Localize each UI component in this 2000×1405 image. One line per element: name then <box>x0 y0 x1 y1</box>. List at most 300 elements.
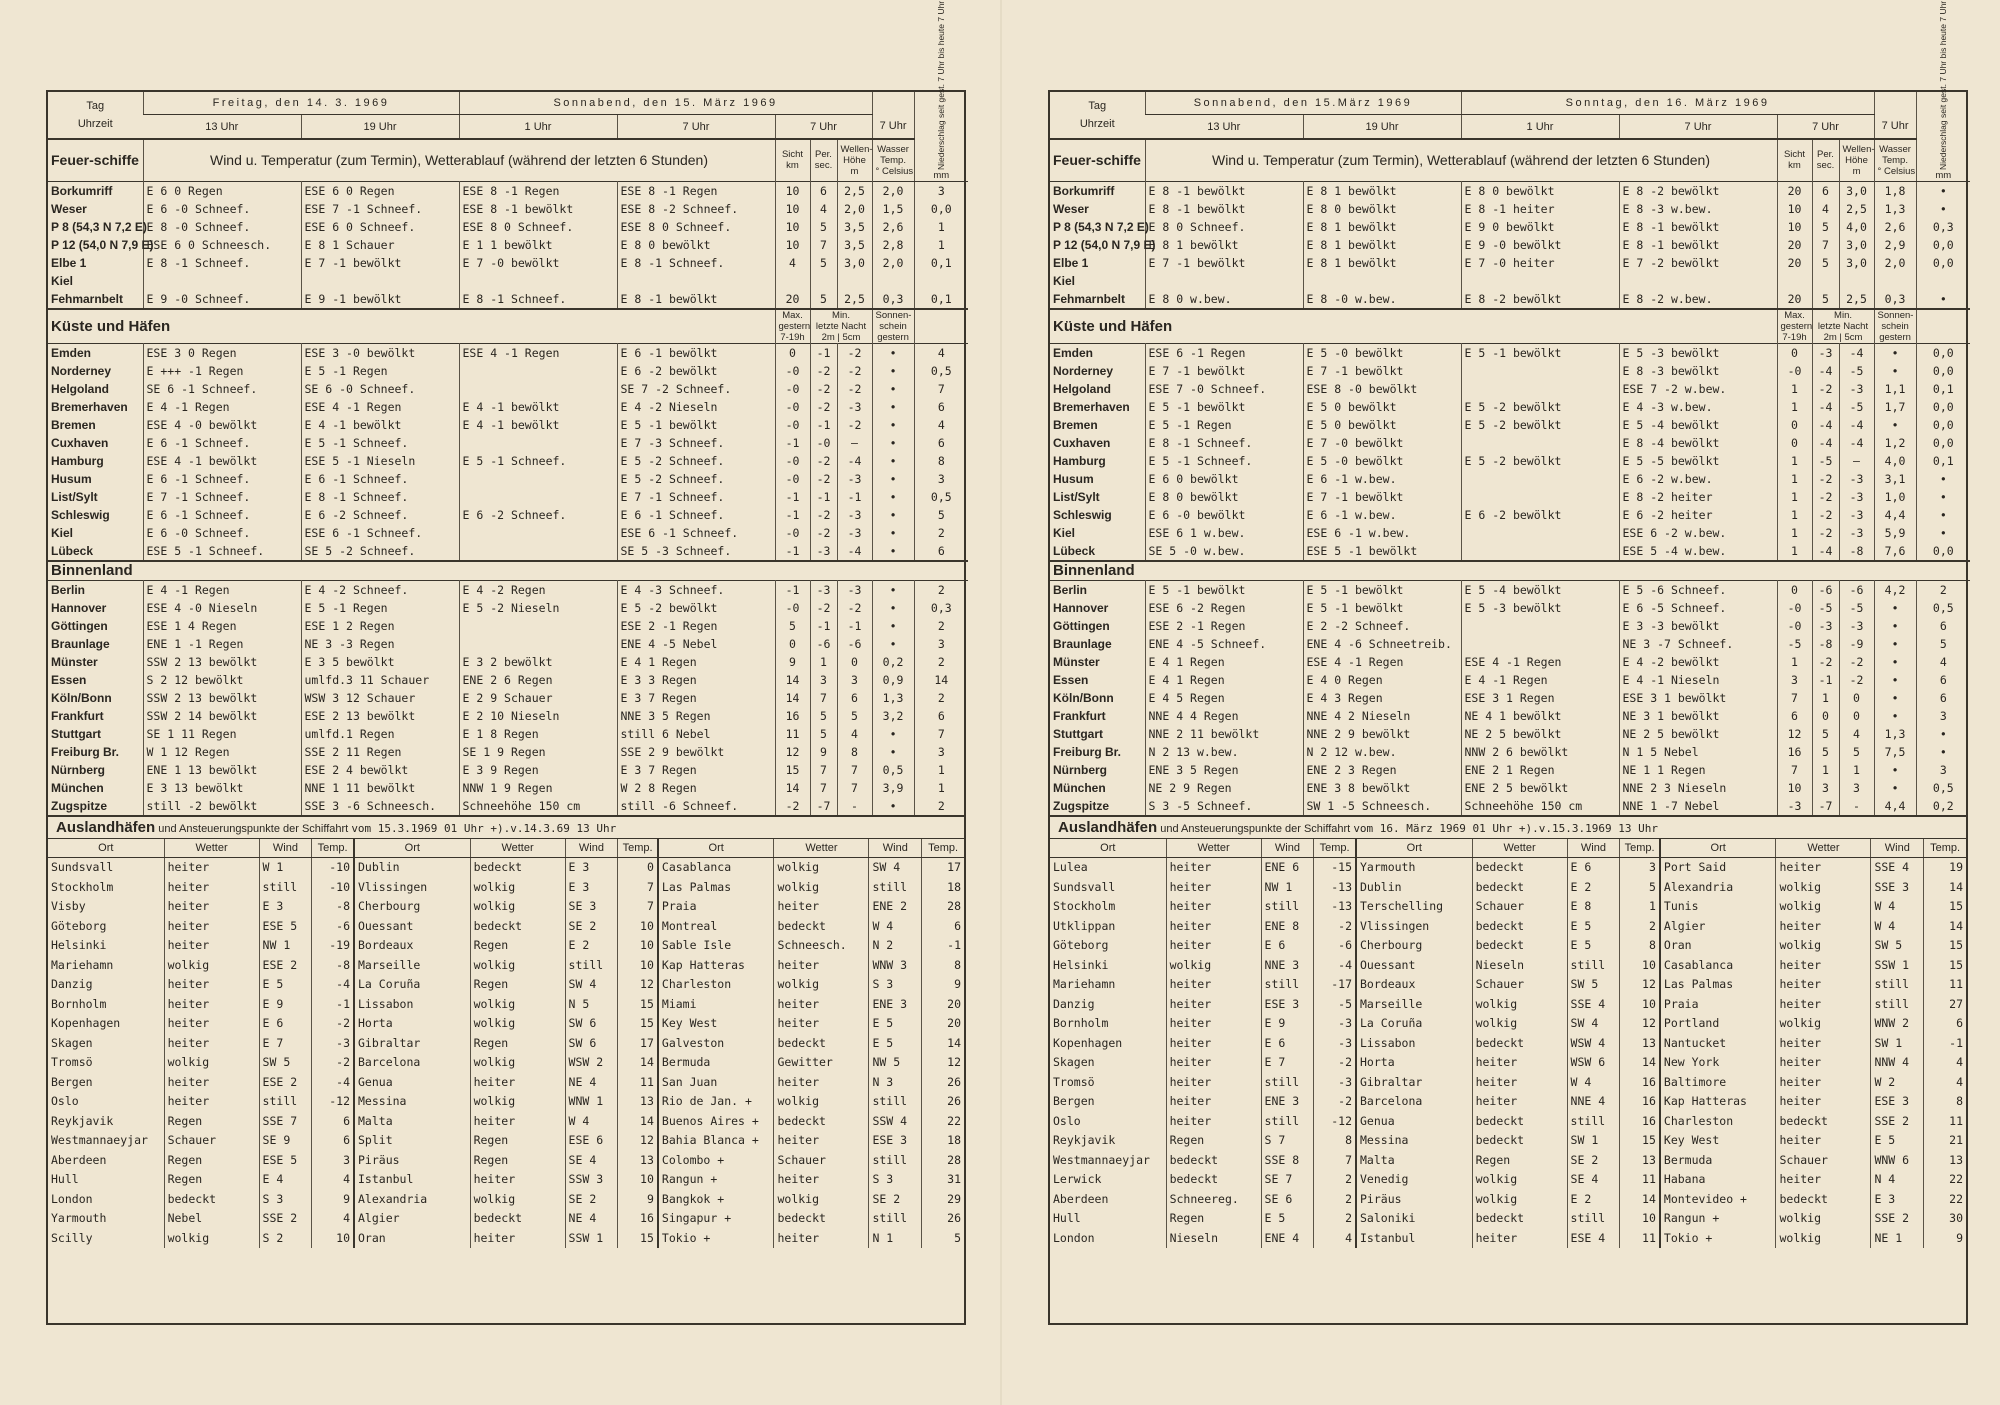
feuerschiffe-rows <box>48 182 968 310</box>
observation-cell: E 6 -1 bewölkt <box>617 344 775 363</box>
station-name: Helgoland <box>1053 382 1112 396</box>
ort-cell: Buenos Aires + <box>658 1112 774 1132</box>
observation-cell <box>1461 380 1619 398</box>
observation-cell: WSW 3 12 Schauer <box>301 689 459 707</box>
value-cell: 0,2 <box>1916 797 1970 815</box>
temp-cell: 10 <box>1620 1209 1660 1229</box>
value-cell: -3 <box>1839 488 1874 506</box>
wetter-cell: wolkig <box>470 1014 565 1034</box>
observation-cell: N 1 5 Nebel <box>1619 743 1777 761</box>
value-cell: • <box>872 362 914 380</box>
station-row <box>1050 344 1970 363</box>
wind-cell: still <box>1567 1112 1620 1132</box>
value-cell: 3 <box>837 671 872 689</box>
value-cell: 1 <box>1839 761 1874 779</box>
wind-cell: N 4 <box>1871 1170 1924 1190</box>
observation-cell: SSW 2 13 bewölkt <box>143 689 301 707</box>
station-row <box>48 779 968 797</box>
observation-cell: E 5 -1 bewölkt <box>1303 581 1461 600</box>
observation-cell: ESE 6 0 Regen <box>301 182 459 201</box>
value-cell: -2 <box>837 599 872 617</box>
value-cell: -4 <box>1839 434 1874 452</box>
value-cell: -4 <box>837 452 872 470</box>
observation-cell: NNE 1 -7 Nebel <box>1619 797 1777 815</box>
ort-cell: Helsinki <box>51 938 107 952</box>
wind-cell: still <box>565 956 618 976</box>
ort-cell: San Juan <box>658 1073 774 1093</box>
wind-cell: E 9 <box>1261 1014 1314 1034</box>
observation-cell: ESE 4 -1 Regen <box>301 398 459 416</box>
col-wetter: Wetter <box>1166 839 1261 858</box>
wind-cell: S 3 <box>259 1190 312 1210</box>
wetter-cell: wolkig <box>470 1053 565 1073</box>
observation-cell: ESE 8 -1 bewölkt <box>459 200 617 218</box>
observation-cell: E 8 -1 Schneef. <box>1145 434 1303 452</box>
ausland-row <box>1050 917 1966 937</box>
value-cell: • <box>872 797 914 815</box>
ort-cell: Bergen <box>1053 1094 1095 1108</box>
binnenland-rows <box>48 581 968 816</box>
temp-cell: -2 <box>312 1053 354 1073</box>
ort-cell: Algier <box>1660 917 1776 937</box>
value-cell: -3 <box>1839 470 1874 488</box>
temp-cell: 2 <box>1314 1170 1356 1190</box>
observation-cell: SSE 3 -6 Schneesch. <box>301 797 459 815</box>
station-row <box>1050 434 1970 452</box>
ort-cell: Terschelling <box>1356 897 1472 917</box>
observation-cell: E 6 -1 Schneef. <box>143 506 301 524</box>
value-cell: 2,6 <box>872 218 914 236</box>
value-cell: 7 <box>810 761 837 779</box>
wind-cell: E 3 <box>1871 1190 1924 1210</box>
observation-cell: ESE 8 -0 bewölkt <box>1303 380 1461 398</box>
observation-cell: ESE 2 13 bewölkt <box>301 707 459 725</box>
station-row <box>1050 254 1970 272</box>
wind-cell: NNW 4 <box>1871 1053 1924 1073</box>
mm-label: mm <box>1935 170 1952 181</box>
value-cell: 4 <box>1839 725 1874 743</box>
temp-cell: 14 <box>1924 917 1966 937</box>
ort-cell: Marseille <box>354 956 470 976</box>
observation-cell: E 8 -1 Schneef. <box>143 254 301 272</box>
observation-cell <box>459 380 617 398</box>
ort-cell: Oran <box>354 1229 470 1249</box>
ort-cell: Oran <box>1660 936 1776 956</box>
value-cell: -6 <box>837 635 872 653</box>
wind-cell: SSE 4 <box>1567 995 1620 1015</box>
wetter-cell: Schauer <box>1776 1151 1871 1171</box>
wind-cell: still <box>1261 897 1314 917</box>
value-cell: 7 <box>1812 236 1839 254</box>
value-cell: 0,5 <box>1916 599 1970 617</box>
wind-cell: E 7 <box>1261 1053 1314 1073</box>
value-cell: 16 <box>775 707 810 725</box>
value-cell: 0,1 <box>1916 380 1970 398</box>
col-ort: Ort <box>1050 839 1166 858</box>
observation-cell: umlfd.3 11 Schauer <box>301 671 459 689</box>
temp-cell: 12 <box>618 1131 658 1151</box>
temp-cell: 2 <box>1314 1190 1356 1210</box>
observation-cell: ESE 3 1 Regen <box>1461 689 1619 707</box>
temp-cell: -5 <box>1314 995 1356 1015</box>
col-wetter: Wetter <box>774 839 869 858</box>
station-row <box>1050 524 1970 542</box>
wetter-cell: heiter <box>1166 995 1261 1015</box>
value-cell: -2 <box>1839 671 1874 689</box>
ort-cell: Bordeaux <box>1356 975 1472 995</box>
observation-cell: E 5 -2 Nieseln <box>459 599 617 617</box>
observation-cell: E 5 0 bewölkt <box>1303 416 1461 434</box>
temp-cell: 6 <box>1924 1014 1966 1034</box>
value-cell: 5 <box>1812 725 1839 743</box>
observation-cell: NNE 2 11 bewölkt <box>1145 725 1303 743</box>
wind-cell: NW 1 <box>259 936 312 956</box>
ort-cell: Split <box>354 1131 470 1151</box>
temp-cell: 13 <box>1620 1034 1660 1054</box>
value-cell: 6 <box>1916 689 1970 707</box>
wind-temp-header: Wind u. Temperatur (zum Termin), Wetterablauf (während der letzten 6 Stunden) <box>143 139 775 182</box>
value-cell: 5 <box>1812 254 1839 272</box>
station-name: Norderney <box>1053 364 1114 378</box>
observation-cell <box>1461 470 1619 488</box>
observation-cell: NE 4 1 bewölkt <box>1461 707 1619 725</box>
ort-cell: Gibraltar <box>354 1034 470 1054</box>
ort-cell: Rangun + <box>1660 1209 1776 1229</box>
station-name: Münster <box>1053 655 1100 669</box>
value-cell: -2 <box>810 470 837 488</box>
wetter-cell: Nebel <box>164 1209 259 1229</box>
time-2: 19 Uhr <box>301 115 459 139</box>
value-cell: 7 <box>837 761 872 779</box>
station-row <box>48 506 968 524</box>
value-cell: -0 <box>810 434 837 452</box>
time-4: 7 Uhr <box>1619 115 1777 139</box>
value-cell: -4 <box>1812 398 1839 416</box>
wetter-cell: heiter <box>1776 1170 1871 1190</box>
ort-cell: Hull <box>1053 1211 1081 1225</box>
value-cell: -9 <box>1839 635 1874 653</box>
value-cell: • <box>1874 617 1916 635</box>
temp-cell: 3 <box>1620 858 1660 878</box>
ort-cell: Casablanca <box>1660 956 1776 976</box>
wind-cell: SE 6 <box>1261 1190 1314 1210</box>
wetter-cell: heiter <box>164 878 259 898</box>
observation-cell: E 8 -1 bewölkt <box>1619 236 1777 254</box>
wetter-cell: heiter <box>1776 1092 1871 1112</box>
ort-cell: Singapur + <box>658 1209 774 1229</box>
value-cell: 3,9 <box>872 779 914 797</box>
observation-cell: E 5 -1 bewölkt <box>1145 581 1303 600</box>
observation-cell: ENE 3 8 bewölkt <box>1303 779 1461 797</box>
wetter-cell: Nieseln <box>1166 1229 1261 1249</box>
wetter-cell: wolkig <box>1166 956 1261 976</box>
wind-cell: ESE 3 <box>869 1131 922 1151</box>
observation-cell: E 6 -1 Schneef. <box>143 434 301 452</box>
value-cell: 1,3 <box>1874 725 1916 743</box>
wind-cell: E 5 <box>1567 917 1620 937</box>
wind-cell: SSW 3 <box>565 1170 618 1190</box>
wind-cell: E 7 <box>259 1034 312 1054</box>
observation-cell: E 5 -1 Regen <box>1145 416 1303 434</box>
observation-cell <box>1461 617 1619 635</box>
observation-cell: ESE 6 -1 Regen <box>1145 344 1303 363</box>
ausland-row <box>1050 1073 1966 1093</box>
temp-cell: -8 <box>312 956 354 976</box>
ort-cell: Scilly <box>51 1230 93 1245</box>
ausland-row <box>1050 1112 1966 1132</box>
station-row <box>48 470 968 488</box>
observation-cell: E 5 -5 bewölkt <box>1619 452 1777 470</box>
ausland-row <box>1050 1034 1966 1054</box>
value-cell: 0,0 <box>1916 416 1970 434</box>
value-cell: -8 <box>1812 635 1839 653</box>
wetter-cell: heiter <box>1166 858 1261 878</box>
wind-cell: SW 1 <box>1567 1131 1620 1151</box>
right-page <box>1048 0 1968 1325</box>
max-header: Max. gestern 7-19h <box>775 309 810 344</box>
station-row <box>48 254 968 272</box>
ort-cell: Tromsö <box>51 1055 93 1069</box>
value-cell: 1,0 <box>1874 488 1916 506</box>
value-cell: 7 <box>914 725 968 743</box>
value-cell: -2 <box>810 398 837 416</box>
wetter-cell: wolkig <box>774 975 869 995</box>
temp-cell: 22 <box>1924 1190 1966 1210</box>
wind-cell: SE 7 <box>1261 1170 1314 1190</box>
temp-cell: -4 <box>312 975 354 995</box>
time-5: 7 Uhr <box>775 115 872 139</box>
wetter-cell: wolkig <box>164 1053 259 1073</box>
wetter-cell: heiter <box>774 956 869 976</box>
value-cell: -4 <box>1812 542 1839 561</box>
wave-header: Wellen- Höhe m <box>837 139 872 182</box>
value-cell: -3 <box>810 581 837 600</box>
temp-cell: 28 <box>922 1151 964 1171</box>
value-cell: -2 <box>837 416 872 434</box>
value-cell: -0 <box>775 362 810 380</box>
value-cell: • <box>872 743 914 761</box>
observation-cell: SE 5 -3 Schneef. <box>617 542 775 561</box>
observation-cell: E 6 -2 heiter <box>1619 506 1777 524</box>
value-cell: 3,0 <box>837 254 872 272</box>
observation-cell: E 7 -3 Schneef. <box>617 434 775 452</box>
observation-cell: E 4 3 Regen <box>1303 689 1461 707</box>
value-cell: 20 <box>1777 290 1812 309</box>
wind-cell: SE 4 <box>565 1151 618 1171</box>
observation-cell <box>1303 272 1461 290</box>
wetter-cell: wolkig <box>1776 936 1871 956</box>
col-temp: Temp. <box>312 839 354 858</box>
value-cell: -0 <box>775 398 810 416</box>
observation-cell: E 5 -1 bewölkt <box>1303 599 1461 617</box>
value-cell: 10 <box>775 200 810 218</box>
value-cell: -4 <box>1812 362 1839 380</box>
wetter-cell: Regen <box>470 975 565 995</box>
value-cell: 5,9 <box>1874 524 1916 542</box>
ausland-row <box>48 1190 964 1210</box>
wetter-cell: heiter <box>1166 1092 1261 1112</box>
ort-cell: Ouessant <box>1356 956 1472 976</box>
ort-cell: Utklippan <box>1053 918 1116 933</box>
observation-cell: E 4 0 Regen <box>1303 671 1461 689</box>
station-row <box>1050 542 1970 561</box>
ort-cell: Algier <box>354 1209 470 1229</box>
value-cell: 20 <box>1777 182 1812 201</box>
wind-cell: W 4 <box>1871 917 1924 937</box>
wind-cell: ENE 6 <box>1261 858 1314 878</box>
observation-cell: E 8 -2 heiter <box>1619 488 1777 506</box>
wetter-cell: heiter <box>774 995 869 1015</box>
temp-cell: 10 <box>618 936 658 956</box>
value-cell: -1 <box>810 344 837 363</box>
feuerschiffe-title: Feuer-schiffe <box>51 152 139 169</box>
station-row <box>48 398 968 416</box>
observation-cell: SSW 2 13 bewölkt <box>143 653 301 671</box>
ort-cell: Port Said <box>1660 858 1776 878</box>
station-name: P 12 (54,0 N 7,9 E) <box>1053 238 1156 252</box>
observation-cell: E 8 -3 w.bew. <box>1619 200 1777 218</box>
observation-cell: E 6 -5 Schneef. <box>1619 599 1777 617</box>
value-cell: -1 <box>837 617 872 635</box>
observation-cell: ESE 5 -1 Nieseln <box>301 452 459 470</box>
ort-cell: Bornholm <box>51 996 107 1011</box>
value-cell: 5 <box>1812 290 1839 309</box>
temp-cell: -8 <box>312 897 354 917</box>
station-name: Frankfurt <box>51 709 104 723</box>
observation-cell: N 2 13 w.bew. <box>1145 743 1303 761</box>
wetter-cell: bedeckt <box>774 1034 869 1054</box>
station-name: Nürnberg <box>1053 763 1107 777</box>
ort-cell: Kap Hatteras <box>1660 1092 1776 1112</box>
observation-cell: E 5 -1 Schneef. <box>1145 452 1303 470</box>
observation-cell: ESE 6 1 w.bew. <box>1145 524 1303 542</box>
station-row <box>1050 743 1970 761</box>
observation-cell: ESE 4 -1 Regen <box>1461 653 1619 671</box>
value-cell: -3 <box>1839 506 1874 524</box>
col-wetter: Wetter <box>1776 839 1871 858</box>
value-cell: • <box>1916 743 1970 761</box>
temp-cell: 3 <box>312 1151 354 1171</box>
ausland-row <box>1050 1014 1966 1034</box>
observation-cell: E 8 0 Schneef. <box>1145 218 1303 236</box>
value-cell: 2 <box>914 653 968 671</box>
ort-cell: Miami <box>658 995 774 1015</box>
temp-cell: 16 <box>618 1209 658 1229</box>
wind-cell: SW 4 <box>869 858 922 878</box>
value-cell: 0,3 <box>872 290 914 309</box>
wind-cell: N 5 <box>565 995 618 1015</box>
observation-cell: ESE 5 -1 bewölkt <box>1303 542 1461 561</box>
station-row <box>1050 689 1970 707</box>
observation-cell: ESE 1 2 Regen <box>301 617 459 635</box>
value-cell: 7 <box>914 380 968 398</box>
value-cell: -4 <box>1812 416 1839 434</box>
ort-cell: Messina <box>354 1092 470 1112</box>
water-temp-header: Wasser Temp. ° Celsius <box>1874 139 1916 182</box>
wetter-cell: Regen <box>164 1151 259 1171</box>
value-cell: 20 <box>1777 236 1812 254</box>
temp-cell: 11 <box>1924 1112 1966 1132</box>
wetter-cell: Schneesch. <box>774 936 869 956</box>
station-row <box>48 236 968 254</box>
value-cell: 3 <box>1839 779 1874 797</box>
value-cell: 0 <box>837 653 872 671</box>
tag-label-cell <box>48 92 143 139</box>
ausland-row <box>48 1131 964 1151</box>
wind-cell: W 4 <box>869 917 922 937</box>
col-temp: Temp. <box>618 839 658 858</box>
value-cell: 1 <box>1777 542 1812 561</box>
wetter-cell: heiter <box>164 1092 259 1112</box>
value-cell: — <box>1839 452 1874 470</box>
wetter-cell: Regen <box>164 1112 259 1132</box>
value-cell: 4,4 <box>1874 506 1916 524</box>
value-cell: 7 <box>837 779 872 797</box>
temp-cell: -17 <box>1314 975 1356 995</box>
value-cell <box>914 272 968 290</box>
min-header: Min. letzte Nacht 2m | 5cm <box>1812 309 1874 344</box>
col-wetter: Wetter <box>164 839 259 858</box>
temp-cell: 4 <box>1924 1073 1966 1093</box>
wetter-cell: bedeckt <box>1776 1190 1871 1210</box>
station-name: Bremerhaven <box>1053 400 1130 414</box>
ort-cell: Stockholm <box>1053 899 1116 913</box>
ausland-table <box>1050 839 1966 1248</box>
value-cell: 3,0 <box>1839 254 1874 272</box>
observation-cell: E 4 -1 bewölkt <box>301 416 459 434</box>
ort-cell: Oslo <box>1053 1113 1081 1128</box>
value-cell: • <box>872 725 914 743</box>
value-cell: 0,1 <box>1916 452 1970 470</box>
temp-cell: -13 <box>1314 897 1356 917</box>
observation-cell: E 5 -2 Schneef. <box>617 470 775 488</box>
observation-cell: ENE 1 -1 Regen <box>143 635 301 653</box>
col-wetter: Wetter <box>470 839 565 858</box>
wetter-cell: Schneereg. <box>1166 1190 1261 1210</box>
value-cell: 2,0 <box>872 182 914 201</box>
observation-cell: E 6 -1 w.bew. <box>1303 470 1461 488</box>
observation-cell: E 5 -4 bewölkt <box>1619 416 1777 434</box>
value-cell: -3 <box>1839 380 1874 398</box>
observation-cell: E 5 -1 bewölkt <box>1461 344 1619 363</box>
temp-cell: 22 <box>922 1112 964 1132</box>
wind-cell: E 5 <box>869 1014 922 1034</box>
value-cell: • <box>1916 290 1970 309</box>
wind-cell: still <box>869 1209 922 1229</box>
ausland-row <box>1050 1131 1966 1151</box>
ausland-row <box>1050 936 1966 956</box>
station-name: München <box>1053 781 1106 795</box>
temp-cell: 10 <box>618 1170 658 1190</box>
value-cell: 0 <box>775 635 810 653</box>
value-cell: 0 <box>1777 344 1812 363</box>
observation-cell: ESE 6 0 Schneef. <box>301 218 459 236</box>
station-row <box>48 380 968 398</box>
value-cell: -2 <box>837 380 872 398</box>
observation-cell: E 5 -2 bewölkt <box>1461 416 1619 434</box>
wind-cell: SSW 4 <box>869 1112 922 1132</box>
wetter-cell: wolkig <box>470 878 565 898</box>
ort-cell: Westmannaeyjar <box>1053 1152 1150 1167</box>
value-cell: 4 <box>1916 653 1970 671</box>
kueste-title: Küste und Häfen <box>51 317 171 335</box>
ort-cell: Piräus <box>1356 1190 1472 1210</box>
observation-cell: E 8 -1 bewölkt <box>1145 200 1303 218</box>
value-cell <box>1916 272 1970 290</box>
station-row <box>48 635 968 653</box>
value-cell: 4,4 <box>1874 797 1916 815</box>
ort-cell: Bergen <box>51 1074 93 1089</box>
